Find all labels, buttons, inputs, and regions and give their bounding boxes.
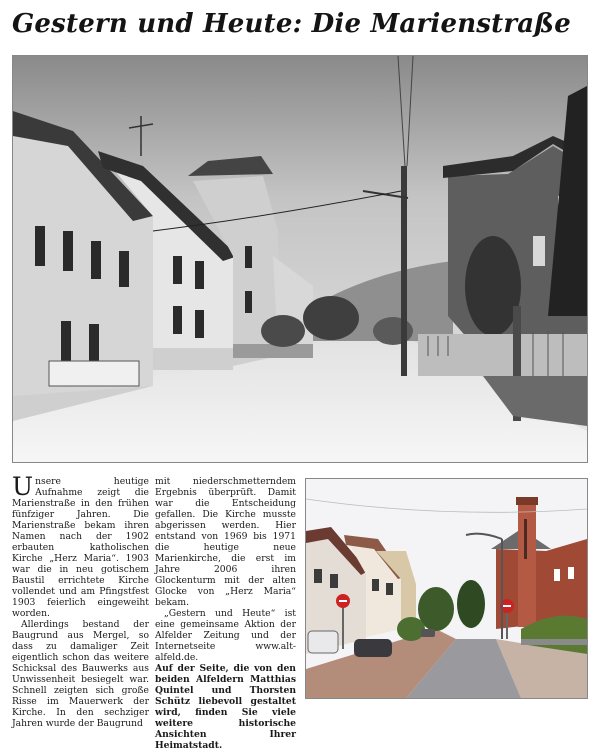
paragraph-history-tail: mit niederschmetterndem Ergebnis überprüft. Damit war die Entscheidung gefallen. Die Kirche musste abgerissen werden. Hier entstand von 1969 bis 1971 die heutige neue Marienkirche, die erst im Jahre 2006 ihren Glockenturm mit der alten Glocke von „Herz Maria“ bekam.	[155, 476, 296, 608]
historic-street-photo	[12, 55, 588, 463]
modern-street-photo	[305, 478, 588, 699]
intro-text: nsere heutige Aufnahme zeigt die Marienstraße in den frühen fünfziger Jahren. Die Marienstraße bekam ihren Namen nach der 1902 erbauten katholischen Kirche „Herz Maria“. 1903 war die in neu gotischem Baustil errichtete Kirche vollendet und am Pfingstfest 1903 feierlich eingeweiht worden.	[12, 476, 149, 619]
article-headline: Gestern und Heute: Die Marienstraße	[12, 9, 571, 39]
drop-cap: U	[12, 472, 34, 501]
column-2-flow	[155, 476, 296, 751]
paragraph-intro	[12, 472, 149, 619]
paragraph-campaign: „Gestern und Heute“ ist eine gemeinsame Aktion der Alfelder Zeitung und der Internetseite www.alt-alfeld.de.	[155, 608, 296, 663]
article-text-column-2	[155, 476, 296, 751]
paragraph-history: Allerdings bestand der Baugrund aus Mergel, so dass zu damaliger Zeit eigentlich schon das weitere Schicksal des Bauwerks aus Unwissenheit besiegelt war. Schnell zeigten sich große Risse im Mauerwerk der Kirche. In den sechziger Jahren wurde der Baugrund	[12, 619, 149, 729]
article-text-column-1	[12, 472, 149, 729]
paragraph-website: Auf der Seite, die von den beiden Alfeldern Matthias Quintel und Thorsten Schütz liebevoll gestaltet wird, finden Sie viele weitere historische Ansichten Ihrer Heimatstadt.	[155, 663, 296, 751]
